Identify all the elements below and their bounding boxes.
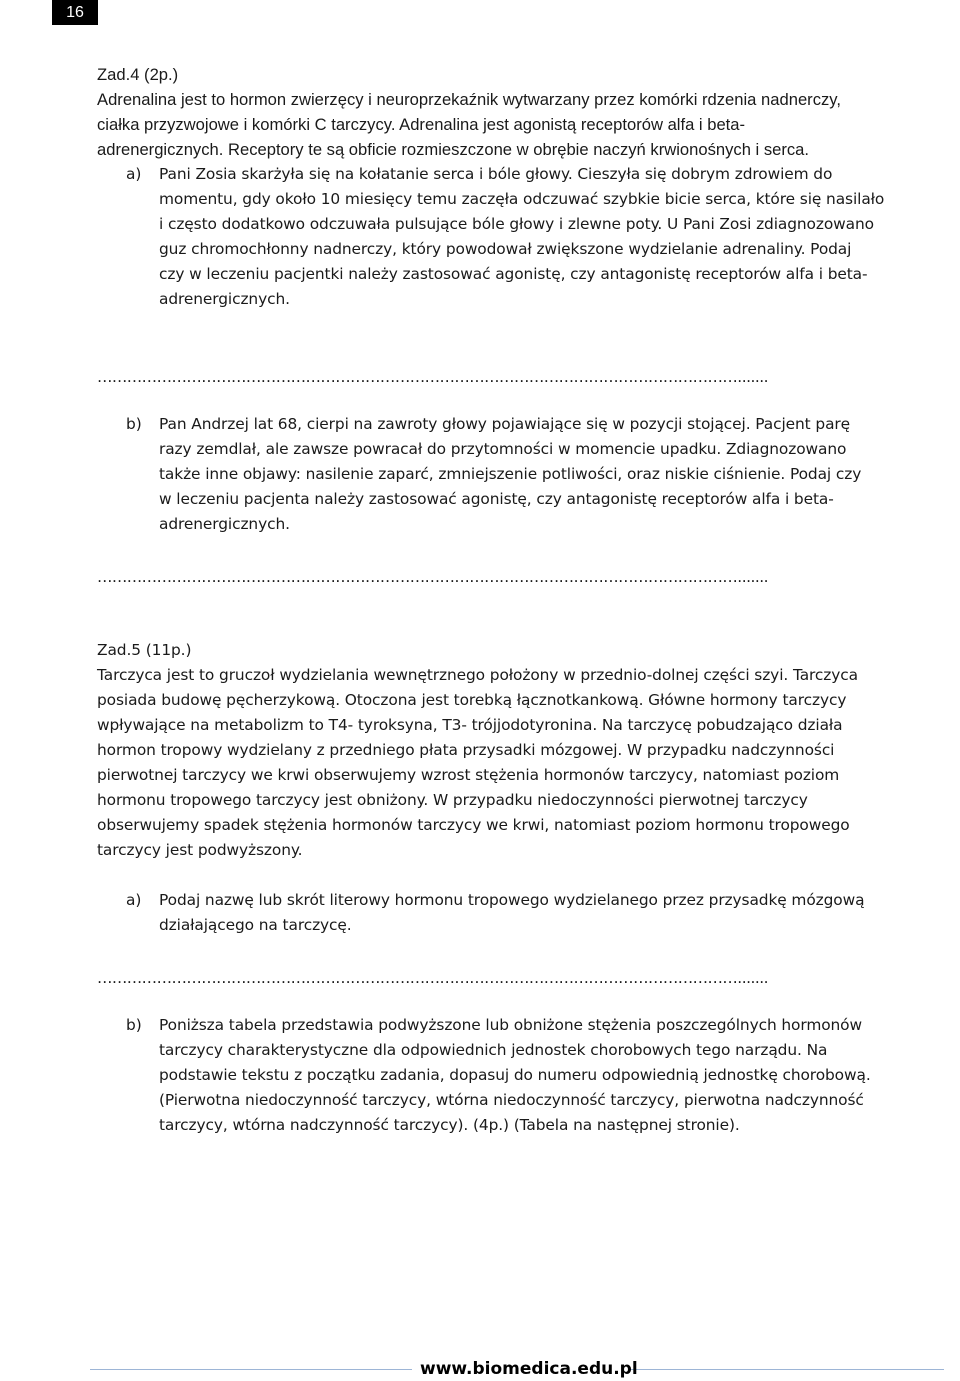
zad4-b-answer-line: …………………………………………………………………………………………………………………....... [97,568,769,586]
zad5-b-line: tarczycy, wtórna nadczynność tarczycy). (4p.) (Tabela na następnej stronie). [159,1116,740,1134]
zad4-b-line: razy zemdlał, ale zawsze powracał do przytomności w momencie upadku. Zdiagnozowano [159,440,847,458]
zad5-a-label: a) [126,891,142,909]
zad5-intro-line: pierwotnej tarczycy we krwi obserwujemy wzrost stężenia hormonów tarczycy, natomiast poziom [97,766,840,784]
footer-rule-right [628,1369,944,1370]
zad5-intro-line: hormon tropowy wydzielany z przedniego płata przysadki mózgowej. W przypadku nadczynności [97,741,835,759]
zad5-intro-line: obserwujemy spadek stężenia hormonów tarczycy we krwi, natomiast poziom hormonu tropowego [97,816,850,834]
zad4-a-line: i często dodatkowo odczuwała pulsujące bóle głowy i zlewne poty. U Pani Zosi zdiagnozowano [159,215,874,233]
zad5-b-line: podstawie tekstu z początku zadania, dopasuj do numeru odpowiednią jednostkę chorobową. [159,1066,871,1084]
zad4-intro-line: ciałka przyzwojowe i komórki C tarczycy. Adrenalina jest agonistą receptorów alfa i beta- [97,115,746,134]
zad4-b-line: Pan Andrzej lat 68, cierpi na zawroty głowy pojawiające się w pozycji stojącej. Pacjent parę [159,415,851,433]
zad4-b-line: także inne objawy: nasilenie zaparć, zmniejszenie potliwości, oraz niskie ciśnienie. Podaj czy [159,465,862,483]
zad5-b-line: (Pierwotna niedoczynność tarczycy, wtórna niedoczynność tarczycy, pierwotna nadczynność [159,1091,864,1109]
zad4-b-line: adrenergicznych. [159,515,290,533]
page-number: 16 [52,0,98,25]
zad4-a-line: momentu, gdy około 10 miesięcy temu zaczęła odczuwać szybkie bicie serca, które się nasilało [159,190,885,208]
zad5-heading: Zad.5 (11p.) [97,641,192,659]
zad5-b-line: tarczycy charakterystyczne dla odpowiednich jednostek chorobowych tego narządu. Na [159,1041,828,1059]
zad5-b-line: Poniższa tabela przedstawia podwyższone lub obniżone stężenia poszczególnych hormonów [159,1016,862,1034]
zad4-heading: Zad.4 (2p.) [97,65,179,84]
zad4-a-line: adrenergicznych. [159,290,290,308]
zad4-intro-line: adrenergicznych. Receptory te są obficie rozmieszczone w obrębie naczyń krwionośnych i serca. [97,140,810,159]
zad4-b-line: w leczeniu pacjenta należy zastosować agonistę, czy antagonistę receptorów alfa i beta- [159,490,834,508]
footer-rule-left [90,1369,412,1370]
zad5-b-label: b) [126,1016,142,1034]
zad4-a-line: czy w leczeniu pacjentki należy zastosować agonistę, czy antagonistę receptorów alfa i beta- [159,265,868,283]
zad5-intro-line: wpływające na metabolizm to T4- tyroksyna, T3- trójjodotyronina. Na tarczycę pobudzająco działa [97,716,843,734]
zad5-intro-line: posiada budowę pęcherzykową. Otoczona jest torebką łącznotkankową. Główne hormony tarczycy [97,691,847,709]
zad5-intro-line: hormonu tropowego tarczycy jest obniżony. W przypadku niedoczynności pierwotnej tarczycy [97,791,808,809]
zad4-a-label: a) [126,165,142,183]
zad5-a-line: Podaj nazwę lub skrót literowy hormonu tropowego wydzielanego przez przysadkę mózgową [159,891,865,909]
zad5-intro-line: tarczycy jest podwyższony. [97,841,303,859]
zad5-intro-line: Tarczyca jest to gruczoł wydzielania wewnętrznego położony w przednio-dolnej części szyi. Tarczyca [97,666,858,684]
zad4-a-answer-line: …………………………………………………………………………………………………………………....... [97,368,769,386]
zad4-a-line: Pani Zosia skarżyła się na kołatanie serca i bóle głowy. Cieszyła się dobrym zdrowiem do [159,165,833,183]
zad4-a-line: guz chromochłonny nadnerczy, który powodował zwiększone wydzielanie adrenaliny. Podaj [159,240,852,258]
zad4-b-label: b) [126,415,142,433]
zad5-a-answer-line: …………………………………………………………………………………………………………………....... [97,969,769,987]
zad5-a-line: działającego na tarczycę. [159,916,352,934]
footer-website-link[interactable]: www.biomedica.edu.pl [420,1359,638,1379]
zad4-intro-line: Adrenalina jest to hormon zwierzęcy i neuroprzekaźnik wytwarzany przez komórki rdzenia nadnerczy, [97,90,841,109]
